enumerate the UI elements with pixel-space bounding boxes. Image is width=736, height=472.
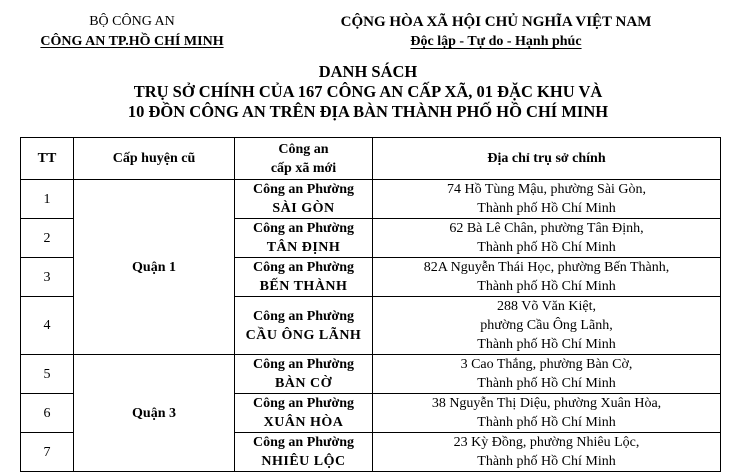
- address-line: Thành phố Hồ Chí Minh: [477, 279, 616, 294]
- ward-name: BÀN CỜ: [274, 376, 333, 391]
- ward-police-prefix: Công an Phường: [253, 221, 354, 236]
- agency-name-text: CÔNG AN TP.HỒ CHÍ MINH: [40, 34, 224, 49]
- ward-police-cell: [235, 297, 373, 355]
- motto: [276, 32, 716, 52]
- document-title: [0, 62, 736, 122]
- ward-police-cell: [235, 355, 373, 394]
- row-number: 4: [21, 297, 74, 355]
- old-district-cell: Quận 1: [74, 180, 235, 355]
- ward-police-cell: [235, 219, 373, 258]
- ward-name: BẾN THÀNH: [259, 279, 348, 294]
- issuing-agency: [22, 12, 242, 52]
- address-line: Thành phố Hồ Chí Minh: [477, 201, 616, 216]
- address-line: 3 Cao Thắng, phường Bàn Cờ,: [460, 357, 633, 372]
- row-number: 6: [21, 394, 74, 433]
- national-motto: [276, 12, 716, 52]
- header-new-unit-line1: Công an: [278, 141, 329, 157]
- ward-police-prefix: Công an Phường: [253, 435, 354, 450]
- ward-police-cell: [235, 433, 373, 472]
- address-line: Thành phố Hồ Chí Minh: [477, 240, 616, 255]
- motto-text: Độc lập - Tự do - Hạnh phúc: [410, 34, 582, 49]
- ward-name: TÂN ĐỊNH: [266, 240, 341, 255]
- agency-name: [22, 32, 242, 52]
- headquarters-address-cell: [373, 180, 721, 219]
- address-line: Thành phố Hồ Chí Minh: [477, 415, 616, 430]
- address-line: Thành phố Hồ Chí Minh: [477, 337, 616, 352]
- title-line-3: 10 ĐỒN CÔNG AN TRÊN ĐỊA BÀN THÀNH PHỐ HỒ CHÍ MINH: [127, 102, 609, 121]
- headquarters-address-cell: [373, 355, 721, 394]
- ward-police-prefix: Công an Phường: [253, 308, 354, 324]
- headquarters-address-cell: [373, 219, 721, 258]
- header-old-district: Cấp huyện cũ: [74, 138, 235, 180]
- row-number: 7: [21, 433, 74, 472]
- ward-police-prefix: Công an Phường: [253, 260, 354, 275]
- address-line: 23 Kỳ Đồng, phường Nhiêu Lộc,: [453, 435, 640, 450]
- headquarters-address-cell: [373, 258, 721, 297]
- ward-name: XUÂN HÒA: [263, 415, 344, 430]
- address-line: 74 Hồ Tùng Mậu, phường Sài Gòn,: [446, 182, 647, 197]
- old-district-cell: Quận 3: [74, 355, 235, 472]
- title-line-1: DANH SÁCH: [318, 62, 418, 81]
- ward-police-prefix: Công an Phường: [253, 357, 354, 372]
- row-number: 3: [21, 258, 74, 297]
- row-number: 1: [21, 180, 74, 219]
- address-line: Thành phố Hồ Chí Minh: [477, 376, 616, 391]
- ward-police-cell: [235, 258, 373, 297]
- title-line-2: TRỤ SỞ CHÍNH CỦA 167 CÔNG AN CẤP XÃ, 01 ĐẶC KHU VÀ: [133, 82, 603, 101]
- ward-name: NHIÊU LỘC: [261, 454, 346, 469]
- ward-name: SÀI GÒN: [272, 201, 335, 216]
- address-line: 38 Nguyễn Thị Diệu, phường Xuân Hòa,: [431, 396, 662, 411]
- table-row: [21, 180, 721, 219]
- table-row: [21, 355, 721, 394]
- address-line: 62 Bà Lê Chân, phường Tân Định,: [449, 221, 644, 236]
- ward-police-prefix: Công an Phường: [253, 396, 354, 411]
- header-new-unit: [235, 138, 373, 180]
- address-line: phường Cầu Ông Lãnh,: [480, 318, 613, 333]
- row-number: 2: [21, 219, 74, 258]
- police-station-table: [20, 137, 721, 472]
- address-line: 288 Võ Văn Kiệt,: [496, 299, 597, 314]
- ward-police-prefix: Công an Phường: [253, 182, 354, 197]
- header-tt: TT: [21, 138, 74, 180]
- address-line: Thành phố Hồ Chí Minh: [477, 454, 616, 469]
- address-line: 82A Nguyễn Thái Học, phường Bến Thành,: [423, 260, 670, 275]
- header-new-unit-line2: cấp xã mới: [270, 160, 337, 176]
- header-address: Địa chỉ trụ sở chính: [373, 138, 721, 180]
- table-header-row: [21, 138, 721, 180]
- headquarters-address-cell: [373, 433, 721, 472]
- headquarters-address-cell: [373, 394, 721, 433]
- country-name: CỘNG HÒA XÃ HỘI CHỦ NGHĨA VIỆT NAM: [340, 14, 652, 30]
- headquarters-address-cell: [373, 297, 721, 355]
- row-number: 5: [21, 355, 74, 394]
- ward-police-cell: [235, 180, 373, 219]
- ward-police-cell: [235, 394, 373, 433]
- ministry-name: BỘ CÔNG AN: [89, 14, 175, 29]
- ward-name: CẦU ÔNG LÃNH: [245, 327, 362, 343]
